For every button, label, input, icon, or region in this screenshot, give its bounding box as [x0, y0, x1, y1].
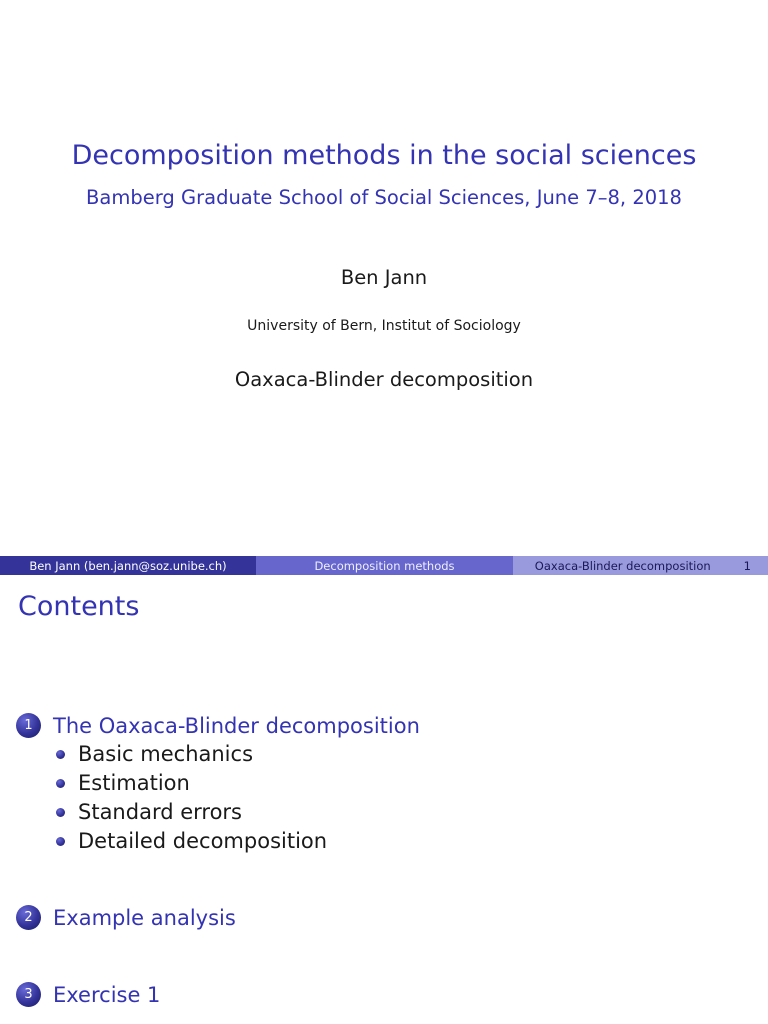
bullet-icon	[56, 779, 65, 788]
page-number: 1	[743, 558, 751, 573]
footline-author	[0, 556, 256, 575]
toc-subsection-label: Standard errors	[78, 800, 242, 824]
footline-subtitle	[513, 556, 768, 575]
footline-subtitle-text: Oaxaca-Blinder decomposition	[534, 558, 711, 573]
bullet-icon	[56, 808, 65, 817]
toc-section-label: The Oaxaca-Blinder decomposition	[53, 713, 420, 738]
institute: University of Bern, Institut of Sociology	[247, 318, 521, 334]
toc-section-1[interactable]	[16, 713, 420, 738]
toc-subsection-standard-errors[interactable]	[56, 800, 242, 824]
footline-title-text: Decomposition methods	[314, 558, 455, 573]
section-number-ball: 3	[16, 982, 41, 1007]
frame-title: Contents	[18, 591, 140, 622]
footline-bar	[0, 556, 768, 575]
toc-subsection-label: Estimation	[78, 771, 190, 795]
presentation-subtitle: Bamberg Graduate School of Social Sciences, June 7–8, 2018	[86, 186, 682, 209]
section-number-ball: 2	[16, 905, 41, 930]
author-name: Ben Jann	[340, 266, 428, 289]
contents-slide	[0, 575, 768, 1024]
toc-section-2[interactable]	[16, 905, 236, 930]
presentation-title: Decomposition methods in the social sciences	[71, 140, 697, 171]
session-title: Oaxaca-Blinder decomposition	[234, 368, 534, 391]
toc-subsection-label: Basic mechanics	[78, 742, 254, 766]
toc-section-label: Example analysis	[53, 905, 236, 930]
toc-section-3[interactable]	[16, 982, 160, 1007]
footline-author-text: Ben Jann (ben.jann@soz.unibe.ch)	[29, 558, 227, 573]
toc-subsection-detailed-decomposition[interactable]	[56, 829, 327, 853]
toc-subsection-estimation[interactable]	[56, 771, 190, 795]
toc-subsection-label: Detailed decomposition	[78, 829, 328, 853]
toc-section-label: Exercise 1	[53, 982, 161, 1007]
bullet-icon	[56, 750, 65, 759]
bullet-icon	[56, 837, 65, 846]
footline-title	[256, 556, 513, 575]
toc-subsection-basic-mechanics[interactable]	[56, 742, 253, 766]
section-number-ball: 1	[16, 713, 41, 738]
